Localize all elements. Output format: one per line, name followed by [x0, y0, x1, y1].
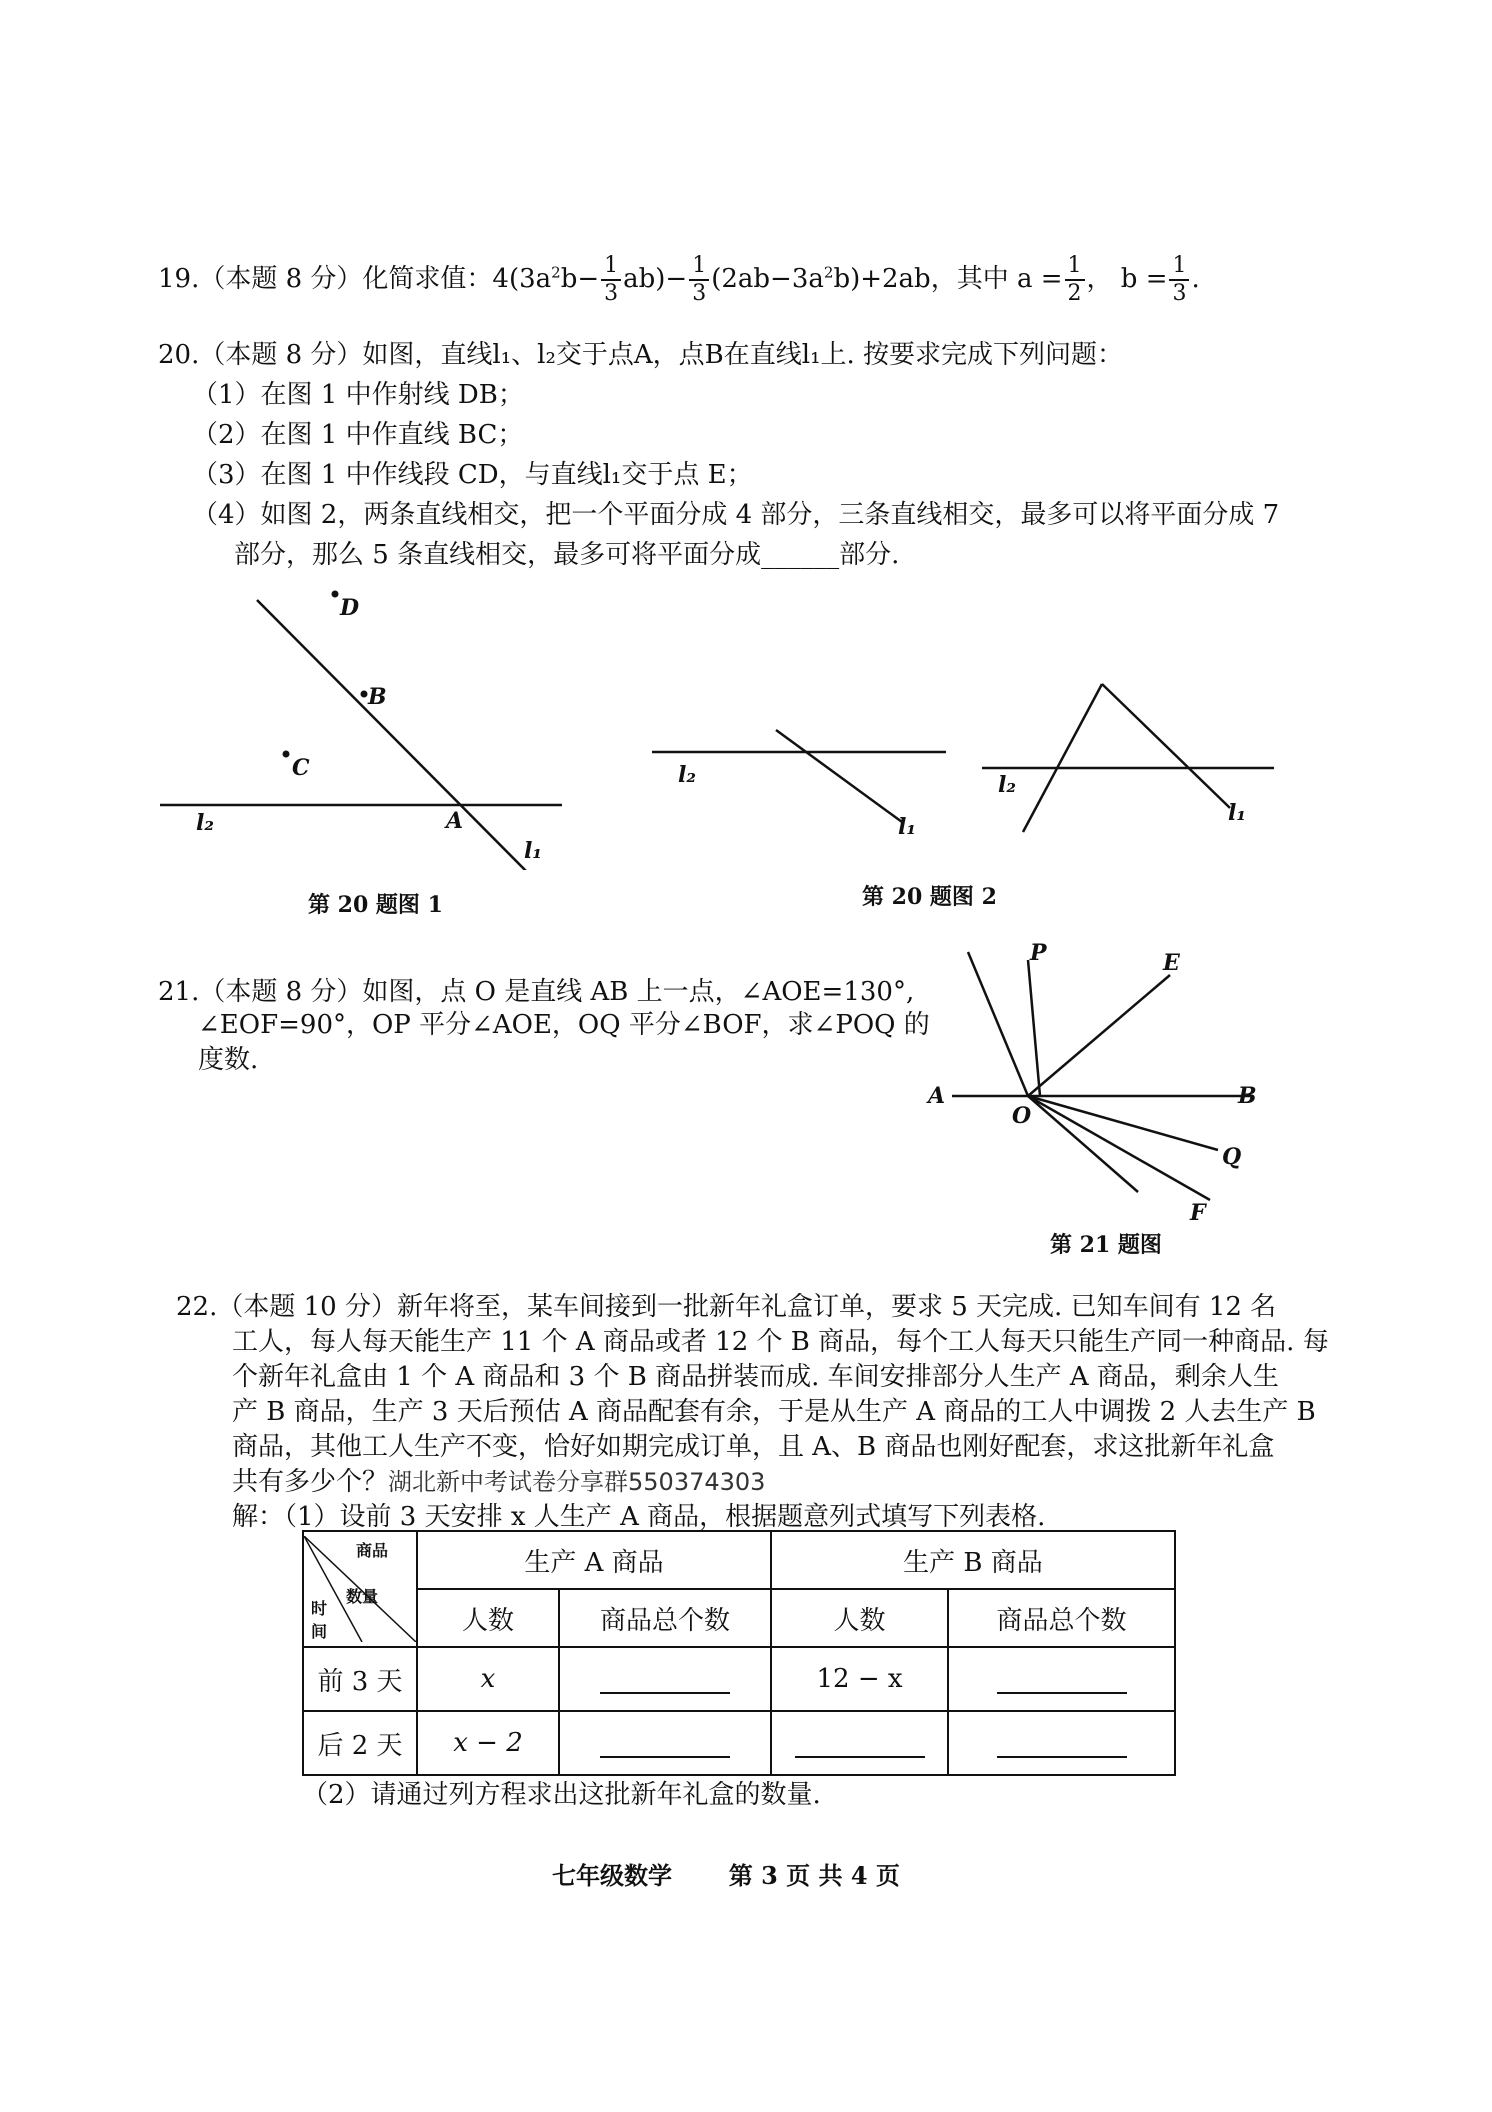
table-row2-b-people[interactable] — [771, 1711, 948, 1775]
q20-figure-1-caption: 第 20 题图 1 — [308, 892, 443, 918]
fig1-label-l2: l₂ — [196, 810, 214, 836]
question-19: 19.（本题 8 分）化简求值：$4(3a^2b-$ $\frac{1}{3}$ ab)− $\frac{1}{3}$ $(2ab-3a^2b)+2ab$，其中 a = $\frac{1}{2}$ ， b = $\frac{1}{3}$ . — [158, 253, 1200, 306]
q19-fraction-3: $\frac{1}{2}$ — [1065, 255, 1085, 305]
table-row2-label: 后 2 天 — [303, 1711, 417, 1775]
corner-goods: 商品 — [356, 1541, 389, 1560]
q19-text-6: ， b = — [1086, 264, 1168, 294]
fig21-label-O: O — [1012, 1103, 1032, 1129]
q19-text-7: . — [1191, 264, 1200, 294]
q22-solution-2: （2）请通过列方程求出这批新年礼盒的数量. — [302, 1780, 821, 1810]
q19-fraction-2: $\frac{1}{3}$ — [689, 255, 709, 305]
q20-item-3: （3）在图 1 中作线段 CD，与直线l₁交于点 E； — [192, 460, 753, 490]
blank-answer-line — [997, 1734, 1127, 1758]
footer — [552, 1856, 900, 1891]
q20-figure-2-caption: 第 20 题图 2 — [862, 884, 997, 910]
q21-line-2: ∠EOF=90°，OP 平分∠AOE，OQ 平分∠BOF，求∠POQ 的 — [198, 1010, 930, 1040]
q22-question-end: 共有多少个？ — [232, 1467, 389, 1497]
fig21-label-B: B — [1238, 1083, 1257, 1109]
q19-fraction-1: $\frac{1}{3}$ — [601, 255, 621, 305]
q19-fraction-4: $\frac{1}{3}$ — [1169, 255, 1189, 305]
fig2a-label-l1: l₁ — [898, 814, 916, 840]
q21-line-1: 21.（本题 8 分）如图，点 O 是直线 AB 上一点，∠AOE=130°, — [158, 977, 915, 1007]
q22-solution-1: 解：（1）设前 3 天安排 x 人生产 A 商品，根据题意列式填写下列表格. — [232, 1502, 1046, 1532]
q21-line-3: 度数. — [198, 1045, 259, 1075]
fig1-label-A: A — [446, 808, 464, 834]
table-row2-a-total[interactable] — [559, 1711, 771, 1775]
table-col-b-total: 商品总个数 — [948, 1589, 1175, 1647]
footer-subject: 七年级数学 — [552, 1861, 672, 1890]
table-header-a: 生产 A 商品 — [417, 1531, 771, 1589]
table-col-a-people: 人数 — [417, 1589, 559, 1647]
table-col-a-total: 商品总个数 — [559, 1589, 771, 1647]
fig1-label-D: D — [340, 595, 360, 621]
fig2b-label-l1: l₁ — [1228, 800, 1246, 826]
q22-line-6 — [232, 1465, 765, 1499]
corner-count: 数量 — [346, 1587, 379, 1606]
q22-table — [302, 1530, 1176, 1776]
q19-text-1: 19.（本题 8 分）化简求值：4(3a — [158, 264, 552, 294]
table-row2-b-total[interactable] — [948, 1711, 1175, 1775]
table-header-b: 生产 B 商品 — [771, 1531, 1175, 1589]
fig21-label-A: A — [928, 1083, 946, 1109]
q20-item-2: （2）在图 1 中作直线 BC； — [192, 420, 524, 450]
fig1-label-l1: l₁ — [524, 838, 542, 864]
table-corner-cell — [303, 1531, 417, 1647]
fig21-label-F: F — [1190, 1200, 1206, 1226]
watermark-text: 湖北新中考试卷分享群550374303 — [388, 1468, 766, 1496]
fig2b-label-l2: l₂ — [998, 772, 1016, 798]
q22-line-1: 22.（本题 10 分）新年将至，某车间接到一批新年礼盒订单，要求 5 天完成. 已知车间有 12 名 — [176, 1292, 1277, 1322]
table-row1-label: 前 3 天 — [303, 1647, 417, 1711]
table-row1-b-total[interactable] — [948, 1647, 1175, 1711]
fig1-label-B: B — [368, 684, 387, 710]
q19-text-5: b)+2ab，其中 a = — [833, 264, 1063, 294]
fig2a-label-l2: l₂ — [678, 762, 696, 788]
blank-answer-line — [600, 1734, 730, 1758]
q20-item-4a: （4）如图 2，两条直线相交，把一个平面分成 4 部分，三条直线相交，最多可以将平面分成 7 — [192, 500, 1280, 530]
q21-figure — [920, 930, 1280, 1230]
blank-answer-line — [795, 1734, 925, 1758]
blank-answer-line — [997, 1670, 1127, 1694]
table-row1-b-people: 12 − x — [771, 1647, 948, 1711]
footer-page-number: 第 3 页 共 4 页 — [728, 1861, 900, 1890]
table-col-b-people: 人数 — [771, 1589, 948, 1647]
q20-figure-1 — [150, 570, 590, 870]
fig21-label-P: P — [1030, 940, 1047, 966]
table-row2-a-people: x − 2 — [417, 1711, 559, 1775]
fig21-label-Q: Q — [1222, 1144, 1242, 1170]
blank-answer-line — [600, 1670, 730, 1694]
q20-item-1: （1）在图 1 中作射线 DB； — [192, 380, 524, 410]
table-row1-a-total[interactable] — [559, 1647, 771, 1711]
fig1-label-C: C — [292, 755, 310, 781]
table-row1-a-people: x — [417, 1647, 559, 1711]
q22-line-5: 商品，其他工人生产不变，恰好如期完成订单，且 A、B 商品也刚好配套，求这批新年礼盒 — [232, 1432, 1275, 1462]
q19-text-2: b− — [560, 264, 600, 294]
q22-line-2: 工人，每人每天能生产 11 个 A 商品或者 12 个 B 商品，每个工人每天只能生产同一种商品. 每 — [232, 1327, 1329, 1357]
q22-line-3: 个新年礼盒由 1 个 A 商品和 3 个 B 商品拼装而成. 车间安排部分人生产 A 商品，剩余人生 — [232, 1362, 1279, 1392]
corner-time: 时间 — [310, 1599, 327, 1641]
q20-figure-2 — [650, 650, 1310, 850]
q22-line-4: 产 B 商品，生产 3 天后预估 A 商品配套有余，于是从生产 A 商品的工人中调拨 2 人去生产 B — [232, 1397, 1316, 1427]
q19-text-3: ab)− — [623, 264, 688, 294]
q20-item-4b: 部分，那么 5 条直线相交，最多可将平面分成______部分. — [234, 540, 900, 570]
fig21-label-E: E — [1163, 950, 1180, 976]
q20-line-1: 20.（本题 8 分）如图，直线l₁、l₂交于点A，点B在直线l₁上. 按要求完成下列问题： — [158, 340, 1124, 370]
q19-text-4: (2ab−3a — [711, 264, 824, 294]
q21-figure-caption: 第 21 题图 — [1050, 1232, 1162, 1258]
